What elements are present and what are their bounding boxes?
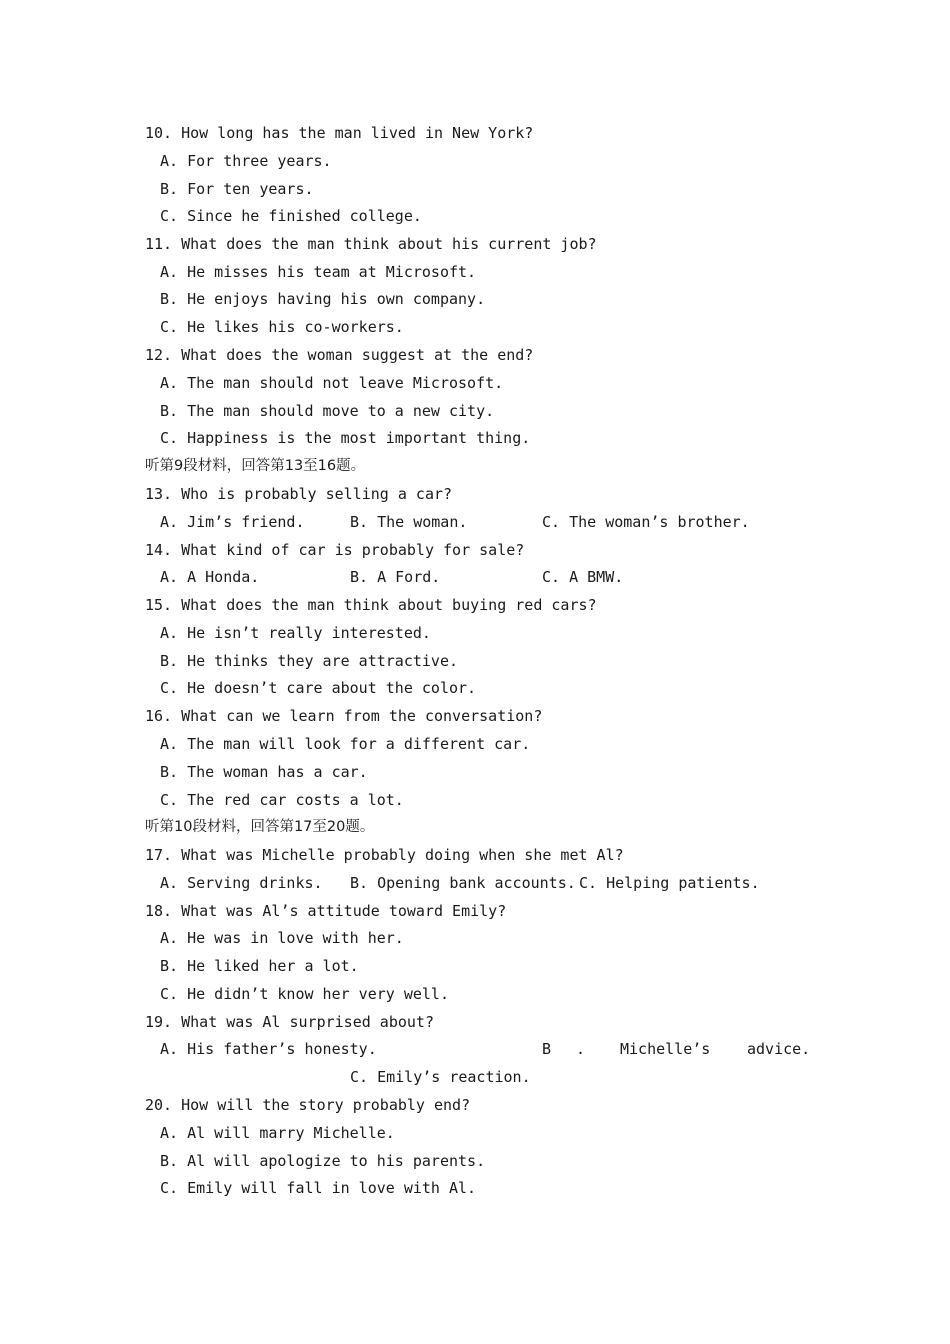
question-13-option-b: B. The woman. bbox=[350, 513, 468, 531]
question-19-stem: 19. What was Al surprised about? bbox=[145, 1013, 434, 1031]
question-15-option-c: C. He doesn’t care about the color. bbox=[160, 679, 477, 697]
question-14-option-b: B. A Ford. bbox=[350, 568, 441, 586]
question-17-stem: 17. What was Michelle probably doing when she met Al? bbox=[145, 846, 624, 864]
question-14-option-c: C. A BMW. bbox=[542, 568, 624, 586]
question-10-option-a: A. For three years. bbox=[160, 152, 332, 170]
question-20-option-b: B. Al will apologize to his parents. bbox=[160, 1152, 486, 1170]
question-12-stem: 12. What does the woman suggest at the end? bbox=[145, 346, 534, 364]
question-18-option-b: B. He liked her a lot. bbox=[160, 957, 359, 975]
question-13-option-a: A. Jim’s friend. bbox=[160, 513, 305, 531]
question-19-option-b-word2: advice. bbox=[747, 1040, 811, 1058]
question-11-option-c: C. He likes his co-workers. bbox=[160, 318, 404, 336]
question-17-option-c: C. Helping patients. bbox=[579, 874, 760, 892]
question-20-stem: 20. How will the story probably end? bbox=[145, 1096, 471, 1114]
question-11-option-b: B. He enjoys having his own company. bbox=[160, 290, 486, 308]
question-16-option-a: A. The man will look for a different car. bbox=[160, 735, 531, 753]
question-16-option-b: B. The woman has a car. bbox=[160, 763, 368, 781]
question-10-stem: 10. How long has the man lived in New York? bbox=[145, 124, 534, 142]
question-18-option-c: C. He didn’t know her very well. bbox=[160, 985, 449, 1003]
question-17-option-a: A. Serving drinks. bbox=[160, 874, 323, 892]
question-13-stem: 13. Who is probably selling a car? bbox=[145, 485, 453, 503]
question-15-option-b: B. He thinks they are attractive. bbox=[160, 652, 459, 670]
question-16-option-c: C. The red car costs a lot. bbox=[160, 791, 404, 809]
question-10-option-c: C. Since he finished college. bbox=[160, 207, 422, 225]
question-13-option-c: C. The woman’s brother. bbox=[542, 513, 750, 531]
question-18-stem: 18. What was Al’s attitude toward Emily? bbox=[145, 902, 507, 920]
question-14-option-a: A. A Honda. bbox=[160, 568, 260, 586]
question-19-option-b-word1: Michelle’s bbox=[620, 1040, 711, 1058]
question-19-option-c: C. Emily’s reaction. bbox=[350, 1068, 531, 1086]
question-11-option-a: A. He misses his team at Microsoft. bbox=[160, 263, 477, 281]
question-12-option-a: A. The man should not leave Microsoft. bbox=[160, 374, 504, 392]
question-19-option-b-dot: . bbox=[576, 1040, 586, 1058]
question-18-option-a: A. He was in love with her. bbox=[160, 929, 404, 947]
question-12-option-c: C. Happiness is the most important thing. bbox=[160, 429, 531, 447]
question-11-stem: 11. What does the man think about his current job? bbox=[145, 235, 597, 253]
question-15-option-a: A. He isn’t really interested. bbox=[160, 624, 431, 642]
question-20-option-a: A. Al will marry Michelle. bbox=[160, 1124, 395, 1142]
section-10-heading: 听第10段材料，回答第17至20题。 bbox=[145, 819, 375, 835]
question-20-option-c: C. Emily will fall in love with Al. bbox=[160, 1179, 477, 1197]
question-16-stem: 16. What can we learn from the conversation? bbox=[145, 707, 543, 725]
question-17-option-b: B. Opening bank accounts. bbox=[350, 874, 576, 892]
question-14-stem: 14. What kind of car is probably for sale? bbox=[145, 541, 525, 559]
question-12-option-b: B. The man should move to a new city. bbox=[160, 402, 495, 420]
section-9-heading: 听第9段材料，回答第13至16题。 bbox=[145, 458, 366, 474]
question-15-stem: 15. What does the man think about buying red cars? bbox=[145, 596, 597, 614]
question-10-option-b: B. For ten years. bbox=[160, 180, 314, 198]
question-19-option-b-letter: B bbox=[542, 1040, 552, 1058]
question-19-option-a: A. His father’s honesty. bbox=[160, 1040, 377, 1058]
